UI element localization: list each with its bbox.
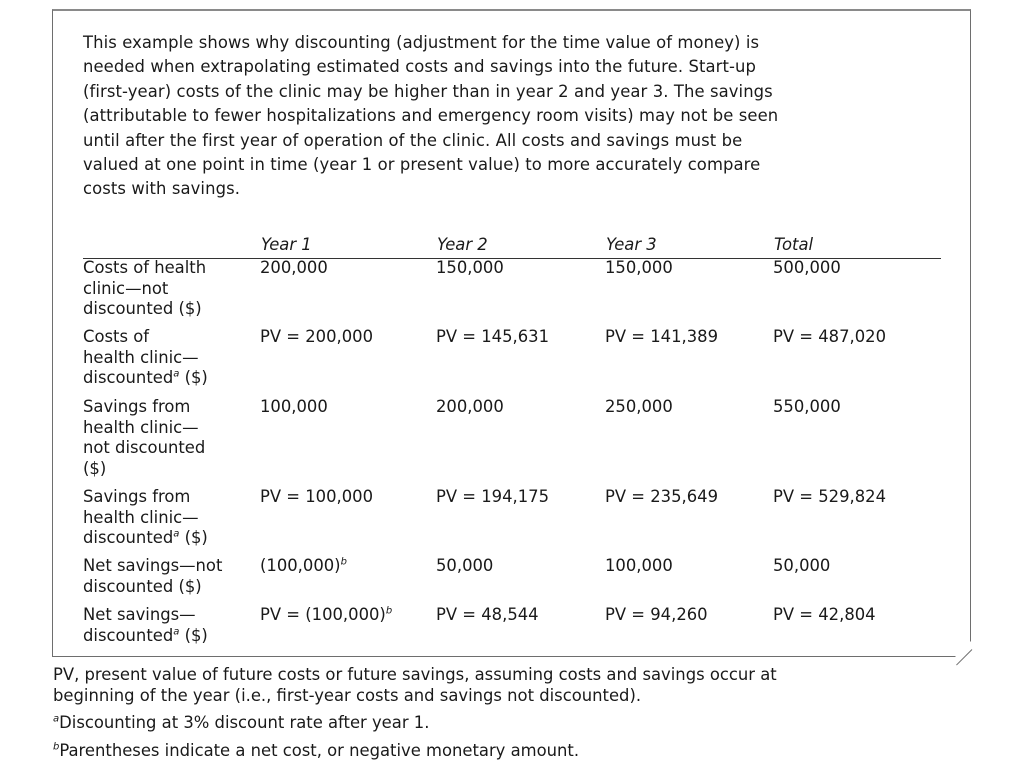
note-b [53,741,579,762]
table-cell: PV = 529,824 [773,487,887,506]
folded-corner [955,641,971,657]
row-label [83,327,253,389]
header-year-1: Year 1 [261,235,312,254]
footnote-marker: b [340,556,347,568]
row-label-line: discounted$^a$ ($) [83,625,208,645]
row-label-line: Net savings—not [83,556,223,575]
note-b-text: Parentheses indicate a net cost, or negative monetary amount. [59,741,580,760]
header-total: Total [774,235,814,254]
intro-line: (first-year) costs of the clinic may be higher than in year 2 and year 3. The savings [83,81,773,101]
row-label-line: health clinic— [83,507,199,527]
table-cell: PV = 194,175 [436,487,550,506]
table-cell: PV = 42,804 [773,605,876,624]
footnote-marker: a [173,528,180,540]
intro-line: This example shows why discounting (adjustment for the time value of money) is [83,33,760,52]
row-label-line: Savings from [83,397,191,416]
table-cell: 200,000 [260,258,328,277]
table-cell: 500,000 [773,258,841,277]
intro-line: until after the first year of operation of the clinic. All costs and savings must be [83,130,743,150]
table-cell: PV = 487,020 [773,327,887,346]
table-cell: 150,000 [605,258,673,277]
table-cell: PV = 141,389 [605,327,719,346]
row-label-line: not discounted [83,438,206,457]
table-cell: PV = 100,000 [260,487,374,506]
table-cell: 200,000 [436,397,504,416]
row-label-line: health clinic— [83,347,199,367]
row-label [83,556,253,597]
row-label-line: Costs of [83,327,149,346]
intro-line: (attributable to fewer hospitalizations and emergency room visits) may not be seen [83,106,779,126]
note-b-mark: b [53,741,60,753]
intro-paragraph [83,31,943,202]
table-cell: PV = $(100,000)^b$ [260,605,393,624]
note-a [53,713,429,734]
row-label-line: discounted$^a$ ($) [83,368,208,387]
row-label-line: Savings from [83,487,191,506]
table-cell: 150,000 [436,258,504,277]
table-cell: PV = 94,260 [605,605,708,624]
row-label-line: discounted$^a$ ($) [83,528,208,547]
row-label-line: ($) [83,458,107,478]
row-label [83,258,253,320]
table-cell: $(100,000)^b$ [260,556,347,575]
row-label [83,605,253,646]
row-label [83,487,253,549]
note-a-mark: a [53,713,60,725]
header-year-2: Year 2 [437,235,488,254]
table-cell: 50,000 [436,556,494,575]
row-label [83,397,253,479]
example-box [52,9,971,657]
note-pv-line: PV, present value of future costs or future savings, assuming costs and savings occur at [53,665,777,684]
table-cell: PV = 200,000 [260,327,374,346]
row-label-line: clinic—not [83,278,169,298]
row-label-line: Net savings— [83,605,196,624]
table-cell: 550,000 [773,397,841,416]
table-cell: PV = 235,649 [605,487,719,506]
table-cell: 250,000 [605,397,673,416]
footnote-marker: a [173,626,180,638]
note-pv-line: beginning of the year (i.e., first-year costs and savings not discounted). [53,685,642,705]
table-cell: PV = 48,544 [436,605,539,624]
table-cell: 100,000 [260,397,328,416]
note-pv [53,665,777,706]
header-year-3: Year 3 [606,235,657,254]
intro-line: costs with savings. [83,179,241,199]
table-cell: 50,000 [773,556,831,575]
table-cell: PV = 145,631 [436,327,550,346]
footnote-marker: a [173,368,180,380]
row-label-line: Costs of health [83,258,207,277]
table-cell: 100,000 [605,556,673,575]
row-label-line: discounted ($) [83,576,202,596]
intro-line: valued at one point in time (year 1 or present value) to more accurately compare [83,155,761,175]
intro-line: needed when extrapolating estimated costs and savings into the future. Start-up [83,57,756,77]
row-label-line: discounted ($) [83,299,202,318]
row-label-line: health clinic— [83,417,199,437]
note-a-text: Discounting at 3% discount rate after year 1. [59,713,430,732]
footnote-marker: b [385,605,393,617]
